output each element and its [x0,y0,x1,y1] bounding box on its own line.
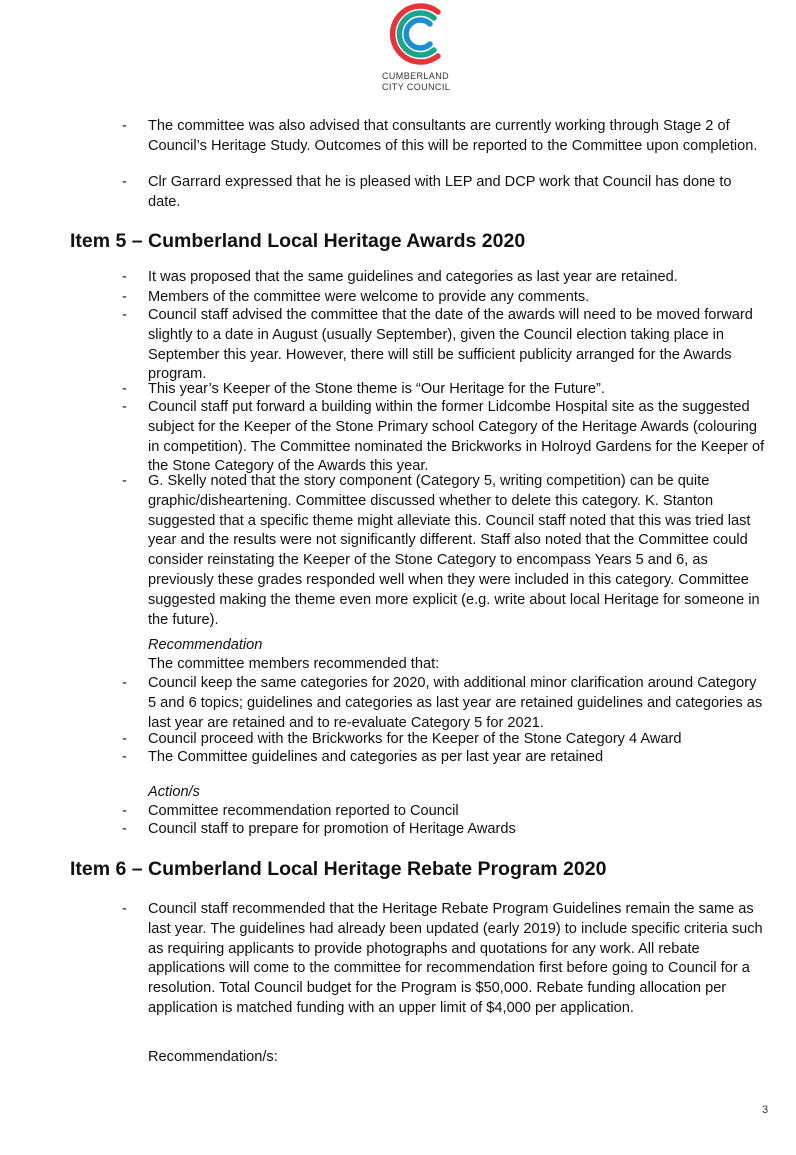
recommendation-label: Recommendation [148,637,263,653]
action-label: Action/s [148,784,200,800]
bullet-text: Council proceed with the Brickworks for the Keeper of the Stone Category 4 Award [148,731,682,747]
recommendation-label: Recommendation/s: [148,1049,278,1065]
council-logo-text [382,71,450,93]
logo-line-1: CUMBERLAND [382,71,450,81]
bullet-dash: - [122,803,127,819]
bullet-text: G. Skelly noted that the story component (Category 5, writing competition) can be quite graphic/disheartening. Committee discussed whether to delete this category. K. Stanton suggested that a specific theme might alleviate this. Council staff noted that this was tried last year and the results were not significantly different. Staff also noted that the Committee could consider reinstating the Keeper of the Stone Category to encompass Years 5 and 6, as previously these grades responded well when they were included in this category. Committee suggested making the theme even more explicit (e.g. write about local Heritage for someone in the future). [148,473,760,628]
bullet-dash: - [122,289,127,305]
page-number: 3 [762,1104,769,1116]
bullet-text: This year’s Keeper of the Stone theme is “Our Heritage for the Future”. [148,381,605,397]
bullet-text: Members of the committee were welcome to provide any comments. [148,289,590,305]
bullet-text: The Committee guidelines and categories as per last year are retained [148,749,604,765]
bullet-text: Committee recommendation reported to Council [148,803,459,819]
section-heading-item6: Item 6 – Cumberland Local Heritage Rebate Program 2020 [70,858,607,880]
bullet-dash: - [122,749,127,765]
bullet-text: Council keep the same categories for 2020, with additional minor clarification around Category 5 and 6 topics; guidelines and categories as last year are retained guidelines and categories as last year are retained and to re-evaluate Category 5 for 2021. [148,675,763,731]
bullet-dash: - [122,675,127,691]
bullet-dash: - [122,473,127,489]
bullet-dash: - [122,821,127,837]
logo-line-2: CITY COUNCIL [382,82,451,92]
bullet-dash: - [122,901,127,917]
bullet-dash: - [122,307,127,323]
bullet-text: Council staff put forward a building within the former Lidcombe Hospital site as the suggested subject for the Keeper of the Stone Primary school Category of the Heritage Awards (colouring in competition). The Committee nominated the Brickworks in Holroyd Gardens for the Keeper of the Stone Category of the Awards this year. [148,399,765,475]
bullet-dash: - [122,399,127,415]
bullet-text: The committee was also advised that consultants are currently working through Stage 2 of Council’s Heritage Study. Outcomes of this will be reported to the Committee upon completion. [148,118,758,154]
bullet-dash: - [122,174,127,190]
bullet-text: Clr Garrard expressed that he is pleased with LEP and DCP work that Council has done to date. [148,174,732,210]
council-logo-icon [384,0,456,72]
bullet-dash: - [122,381,127,397]
bullet-dash: - [122,269,127,285]
bullet-text: Council staff to prepare for promotion of Heritage Awards [148,821,516,837]
bullet-text: Council staff recommended that the Heritage Rebate Program Guidelines remain the same as last year. The guidelines had already been updated (early 2019) to include specific criteria such as requiring applicants to provide photographs and quotations for any work. All rebate applications will come to the committee for recommendation first before going to Council for a resolution. Total Council budget for the Program is $50,000. Rebate funding allocation per application is matched funding with an upper limit of $4,000 per application. [148,901,763,1016]
bullet-dash: - [122,118,127,134]
bullet-text: Council staff advised the committee that the date of the awards will need to be moved forward slightly to a date in August (usually September), given the Council election taking place in September this year. However, there will still be sufficient publicity arranged for the Awards program. [148,307,753,383]
bullet-text: It was proposed that the same guidelines and categories as last year are retained. [148,269,678,285]
section-heading-item5: Item 5 – Cumberland Local Heritage Awards 2020 [70,230,526,252]
recommendation-intro: The committee members recommended that: [148,656,440,672]
bullet-dash: - [122,731,127,747]
